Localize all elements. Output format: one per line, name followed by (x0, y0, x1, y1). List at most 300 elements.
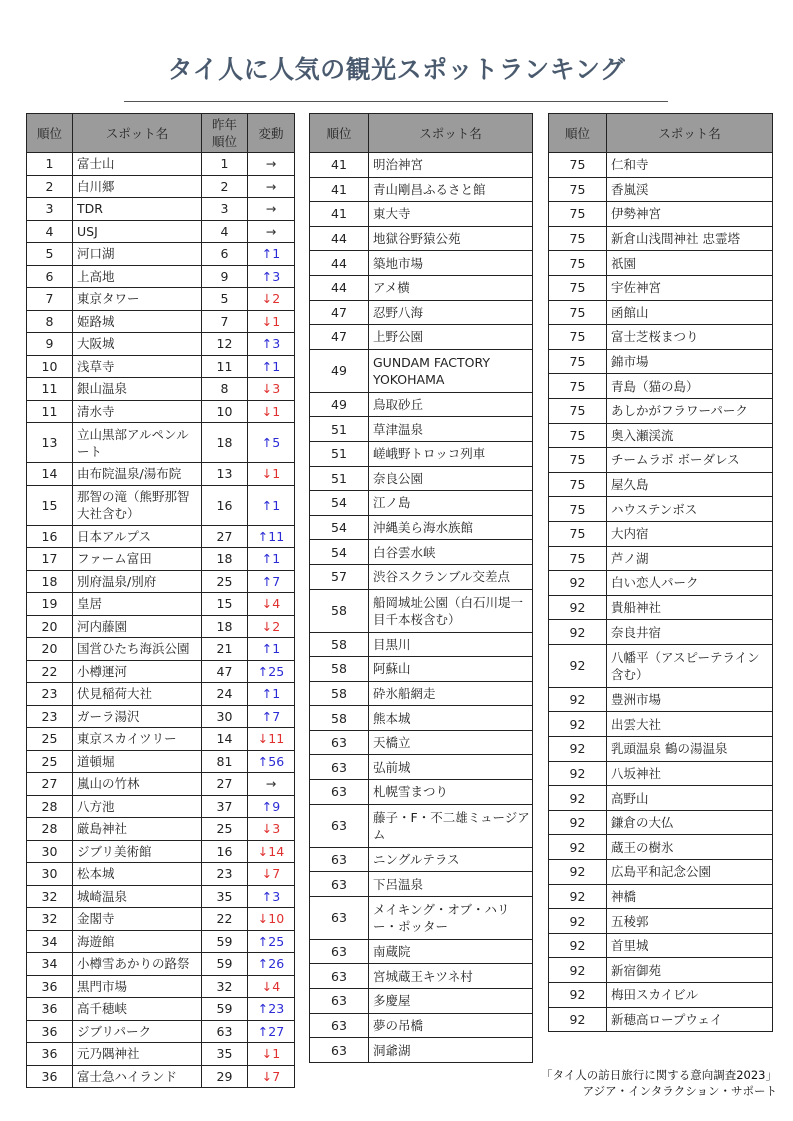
table-row (27, 153, 295, 176)
rank-cell: 47 (310, 300, 369, 325)
table-row (310, 275, 533, 300)
spot-name-cell: 姫路城 (73, 310, 202, 333)
table-row (27, 840, 295, 863)
prev-rank-cell: 25 (202, 818, 248, 841)
spot-name-cell: 東京タワー (73, 288, 202, 311)
prev-rank-cell: 4 (202, 220, 248, 243)
table-row (549, 398, 773, 423)
rank-cell: 34 (27, 930, 73, 953)
spot-name-cell: 小樽運河 (73, 660, 202, 683)
spot-name-cell: 那智の滝（熊野那智大社含む） (73, 485, 202, 525)
rank-cell: 23 (27, 683, 73, 706)
spot-name-cell: 伏見稲荷大社 (73, 683, 202, 706)
rank-cell: 63 (310, 730, 369, 755)
spot-name-cell: 伊勢神宮 (607, 202, 773, 227)
rank-cell: 32 (27, 885, 73, 908)
spot-name-cell: アメ横 (369, 275, 533, 300)
change-cell: → (248, 198, 295, 221)
table-row (549, 448, 773, 473)
spot-name-cell: 五稜郭 (607, 909, 773, 934)
table-row (310, 632, 533, 657)
table-row (549, 983, 773, 1008)
rank-cell: 25 (27, 728, 73, 751)
spot-name-cell: 沖縄美ら海水族館 (369, 515, 533, 540)
table-row (549, 275, 773, 300)
rank-cell: 92 (549, 884, 607, 909)
rank-cell: 41 (310, 177, 369, 202)
rank-cell: 54 (310, 491, 369, 516)
change-cell: ↑25 (248, 930, 295, 953)
rank-cell: 16 (27, 525, 73, 548)
change-cell: ↑1 (248, 243, 295, 266)
rank-cell: 75 (549, 251, 607, 276)
table-row (310, 730, 533, 755)
spot-name-cell: メイキング・オブ・ハリー・ポッター (369, 896, 533, 939)
rank-cell: 2 (27, 175, 73, 198)
prev-rank-cell: 8 (202, 378, 248, 401)
change-cell: ↑5 (248, 423, 295, 463)
spot-name-cell: 明治神宮 (369, 153, 533, 178)
prev-rank-cell: 24 (202, 683, 248, 706)
rank-cell: 75 (549, 521, 607, 546)
table-row (549, 374, 773, 399)
rank-cell: 92 (549, 595, 607, 620)
rank-cell: 63 (310, 964, 369, 989)
table-row (310, 589, 533, 632)
spot-name-cell: 南蔵院 (369, 939, 533, 964)
spot-name-cell: 河口湖 (73, 243, 202, 266)
rank-cell: 30 (27, 840, 73, 863)
prev-rank-cell: 81 (202, 750, 248, 773)
rank-cell: 6 (27, 265, 73, 288)
rank-cell: 34 (27, 953, 73, 976)
spot-name-cell: 阿蘇山 (369, 657, 533, 682)
spot-name-cell: 鳥取砂丘 (369, 392, 533, 417)
prev-rank-cell: 30 (202, 705, 248, 728)
change-cell: ↓4 (248, 975, 295, 998)
table-row (549, 521, 773, 546)
table-row (549, 226, 773, 251)
spot-name-cell: TDR (73, 198, 202, 221)
prev-rank-cell: 6 (202, 243, 248, 266)
spot-name-cell: 青島（猫の島） (607, 374, 773, 399)
spot-name-cell: 日本アルプス (73, 525, 202, 548)
table-row (27, 908, 295, 931)
rank-cell: 75 (549, 177, 607, 202)
rank-cell: 75 (549, 423, 607, 448)
table-header-row (549, 114, 773, 153)
spot-name-cell: 新倉山浅間神社 忠霊塔 (607, 226, 773, 251)
spot-name-cell: 清水寺 (73, 400, 202, 423)
spot-name-cell: 小樽雪あかりの路祭 (73, 953, 202, 976)
header-spot: スポット名 (607, 114, 773, 153)
rank-cell: 92 (549, 620, 607, 645)
table-row (549, 860, 773, 885)
table-row (549, 1007, 773, 1032)
table-row (549, 472, 773, 497)
rank-cell: 75 (549, 275, 607, 300)
spot-name-cell: 松本城 (73, 863, 202, 886)
rank-cell: 58 (310, 706, 369, 731)
table-row (27, 863, 295, 886)
rank-cell: 92 (549, 810, 607, 835)
rank-cell: 92 (549, 1007, 607, 1032)
prev-rank-cell: 18 (202, 423, 248, 463)
spot-name-cell: 富士急ハイランド (73, 1065, 202, 1088)
rank-cell: 57 (310, 564, 369, 589)
prev-rank-cell: 27 (202, 525, 248, 548)
table-row (310, 872, 533, 897)
table-row (27, 400, 295, 423)
spot-name-cell: 地獄谷野猿公苑 (369, 226, 533, 251)
spot-name-cell: 豊洲市場 (607, 687, 773, 712)
prev-rank-cell: 16 (202, 485, 248, 525)
change-cell: ↓1 (248, 310, 295, 333)
change-cell: ↑9 (248, 795, 295, 818)
change-cell: → (248, 153, 295, 176)
table-row (310, 1013, 533, 1038)
spot-name-cell: 多慶屋 (369, 989, 533, 1014)
rank-cell: 8 (27, 310, 73, 333)
change-cell: ↑7 (248, 570, 295, 593)
spot-name-cell: 富士芝桜まつり (607, 325, 773, 350)
spot-name-cell: 上野公園 (369, 325, 533, 350)
ranking-table-1-body (27, 153, 295, 1088)
spot-name-cell: 白川郷 (73, 175, 202, 198)
change-cell: ↑1 (248, 638, 295, 661)
table-row (310, 939, 533, 964)
rank-cell: 36 (27, 975, 73, 998)
rank-cell: 75 (549, 448, 607, 473)
table-row (27, 773, 295, 796)
prev-rank-cell: 21 (202, 638, 248, 661)
spot-name-cell: 砕氷船網走 (369, 681, 533, 706)
rank-cell: 20 (27, 638, 73, 661)
prev-rank-cell: 18 (202, 548, 248, 571)
table-row (310, 964, 533, 989)
change-cell: ↑56 (248, 750, 295, 773)
spot-name-cell: 神橋 (607, 884, 773, 909)
rank-cell: 4 (27, 220, 73, 243)
header-spot: スポット名 (369, 114, 533, 153)
table-row (310, 564, 533, 589)
spot-name-cell: 屋久島 (607, 472, 773, 497)
table-row (310, 202, 533, 227)
spot-name-cell: 白谷雲水峡 (369, 540, 533, 565)
rank-cell: 51 (310, 466, 369, 491)
rank-cell: 63 (310, 1038, 369, 1063)
rank-cell: 75 (549, 153, 607, 178)
change-cell: ↑3 (248, 885, 295, 908)
table-row (549, 620, 773, 645)
change-cell: ↓10 (248, 908, 295, 931)
spot-name-cell: 祇園 (607, 251, 773, 276)
change-cell: ↑27 (248, 1020, 295, 1043)
table-row (310, 177, 533, 202)
rank-cell: 58 (310, 632, 369, 657)
table-row (310, 417, 533, 442)
spot-name-cell: ジブリパーク (73, 1020, 202, 1043)
rank-cell: 15 (27, 485, 73, 525)
spot-name-cell: 厳島神社 (73, 818, 202, 841)
rank-cell: 92 (549, 909, 607, 934)
spot-name-cell: 高野山 (607, 786, 773, 811)
table-row (549, 546, 773, 571)
spot-name-cell: 洞爺湖 (369, 1038, 533, 1063)
spot-name-cell: 金閣寺 (73, 908, 202, 931)
rank-cell: 25 (27, 750, 73, 773)
spot-name-cell: 首里城 (607, 933, 773, 958)
table-row (27, 243, 295, 266)
table-row (549, 177, 773, 202)
spot-name-cell: 大阪城 (73, 333, 202, 356)
prev-rank-cell: 18 (202, 615, 248, 638)
table-row (549, 349, 773, 374)
table-row (27, 265, 295, 288)
change-cell: ↓3 (248, 818, 295, 841)
table-row (310, 349, 533, 392)
rank-cell: 63 (310, 755, 369, 780)
rank-cell: 92 (549, 860, 607, 885)
change-cell: ↑1 (248, 485, 295, 525)
table-row (310, 755, 533, 780)
change-cell: → (248, 773, 295, 796)
table-row (310, 1038, 533, 1063)
table-row (549, 202, 773, 227)
change-cell: ↑26 (248, 953, 295, 976)
spot-name-cell: 八坂神社 (607, 761, 773, 786)
table-row (310, 466, 533, 491)
table-row (27, 288, 295, 311)
table-row (549, 423, 773, 448)
table-row (27, 705, 295, 728)
spot-name-cell: 高千穂峡 (73, 998, 202, 1021)
prev-rank-cell: 37 (202, 795, 248, 818)
table-row (549, 300, 773, 325)
change-cell: ↑1 (248, 683, 295, 706)
spot-name-cell: 目黒川 (369, 632, 533, 657)
rank-cell: 41 (310, 202, 369, 227)
prev-rank-cell: 13 (202, 463, 248, 486)
spot-name-cell: あしかがフラワーパーク (607, 398, 773, 423)
prev-rank-cell: 59 (202, 998, 248, 1021)
prev-rank-cell: 27 (202, 773, 248, 796)
rank-cell: 75 (549, 202, 607, 227)
rank-cell: 75 (549, 497, 607, 522)
rank-cell: 92 (549, 933, 607, 958)
spot-name-cell: ニングルテラス (369, 847, 533, 872)
rank-cell: 27 (27, 773, 73, 796)
table-row (27, 485, 295, 525)
table-row (310, 896, 533, 939)
table-row (549, 810, 773, 835)
rank-cell: 44 (310, 251, 369, 276)
rank-cell: 49 (310, 392, 369, 417)
spot-name-cell: 奈良井宿 (607, 620, 773, 645)
spot-name-cell: 貴船神社 (607, 595, 773, 620)
change-cell: ↑3 (248, 333, 295, 356)
rank-cell: 47 (310, 325, 369, 350)
rank-cell: 20 (27, 615, 73, 638)
rank-cell: 75 (549, 398, 607, 423)
prev-rank-cell: 25 (202, 570, 248, 593)
table-row (27, 998, 295, 1021)
rank-cell: 92 (549, 712, 607, 737)
spot-name-cell: 忍野八海 (369, 300, 533, 325)
table-row (27, 1020, 295, 1043)
rank-cell: 92 (549, 958, 607, 983)
prev-rank-cell: 63 (202, 1020, 248, 1043)
rank-cell: 75 (549, 546, 607, 571)
header-rank: 順位 (549, 114, 607, 153)
spot-name-cell: 八幡平（アスピーテライン含む） (607, 644, 773, 687)
spot-name-cell: 新穂高ロープウェイ (607, 1007, 773, 1032)
prev-rank-cell: 1 (202, 153, 248, 176)
table-row (27, 930, 295, 953)
ranking-table-1 (26, 113, 295, 1088)
source-survey-title: 「タイ人の訪日旅行に関する意向調査2023」 (540, 1068, 777, 1082)
table-row (27, 795, 295, 818)
table-row (27, 220, 295, 243)
spot-name-cell: ファーム富田 (73, 548, 202, 571)
spot-name-cell: 梅田スカイビル (607, 983, 773, 1008)
rank-cell: 51 (310, 417, 369, 442)
table-row (310, 681, 533, 706)
table-row (310, 226, 533, 251)
prev-rank-cell: 15 (202, 593, 248, 616)
table-row (27, 175, 295, 198)
spot-name-cell: 新宿御苑 (607, 958, 773, 983)
spot-name-cell: 芦ノ湖 (607, 546, 773, 571)
table-row (549, 884, 773, 909)
table-row (27, 463, 295, 486)
spot-name-cell: 船岡城址公園（白石川堤一目千本桜含む） (369, 589, 533, 632)
table-row (310, 540, 533, 565)
spot-name-cell: 下呂温泉 (369, 872, 533, 897)
table-row (27, 378, 295, 401)
rank-cell: 63 (310, 780, 369, 805)
table-row (310, 392, 533, 417)
change-cell: ↑25 (248, 660, 295, 683)
rank-cell: 41 (310, 153, 369, 178)
spot-name-cell: チームラボ ボーダレス (607, 448, 773, 473)
rank-cell: 19 (27, 593, 73, 616)
spot-name-cell: 夢の吊橋 (369, 1013, 533, 1038)
rank-cell: 7 (27, 288, 73, 311)
table-row (310, 153, 533, 178)
spot-name-cell: 弘前城 (369, 755, 533, 780)
rank-cell: 63 (310, 872, 369, 897)
source-credit (541, 1067, 777, 1099)
table-row (310, 325, 533, 350)
table-row (310, 780, 533, 805)
spot-name-cell: 仁和寺 (607, 153, 773, 178)
spot-name-cell: 錦市場 (607, 349, 773, 374)
prev-rank-cell: 47 (202, 660, 248, 683)
table-row (549, 325, 773, 350)
spot-name-cell: 江ノ島 (369, 491, 533, 516)
prev-rank-cell: 12 (202, 333, 248, 356)
page-title: タイ人に人気の観光スポットランキング (167, 55, 626, 84)
prev-rank-cell: 2 (202, 175, 248, 198)
table-row (549, 644, 773, 687)
rank-cell: 75 (549, 472, 607, 497)
rank-cell: 11 (27, 400, 73, 423)
rank-cell: 92 (549, 983, 607, 1008)
header-change: 変動 (248, 114, 295, 153)
prev-rank-cell: 35 (202, 1043, 248, 1066)
rank-cell: 44 (310, 226, 369, 251)
rank-cell: 36 (27, 1043, 73, 1066)
table-row (27, 683, 295, 706)
rank-cell: 75 (549, 226, 607, 251)
rank-cell: 49 (310, 349, 369, 392)
change-cell: ↓14 (248, 840, 295, 863)
rank-cell: 75 (549, 374, 607, 399)
table-row (27, 615, 295, 638)
table-row (549, 595, 773, 620)
spot-name-cell: 鎌倉の大仏 (607, 810, 773, 835)
table-row (310, 706, 533, 731)
rank-cell: 63 (310, 896, 369, 939)
rank-cell: 13 (27, 423, 73, 463)
change-cell: ↓11 (248, 728, 295, 751)
rank-cell: 32 (27, 908, 73, 931)
change-cell: ↓2 (248, 288, 295, 311)
spot-name-cell: 宮城蔵王キツネ村 (369, 964, 533, 989)
source-organization: アジア・インタラクション・サポート (582, 1084, 777, 1098)
prev-rank-cell: 7 (202, 310, 248, 333)
table-row (27, 593, 295, 616)
rank-cell: 75 (549, 325, 607, 350)
table-row (549, 933, 773, 958)
prev-rank-cell: 22 (202, 908, 248, 931)
ranking-table-2 (309, 113, 533, 1063)
spot-name-cell: 嵐山の竹林 (73, 773, 202, 796)
rank-cell: 63 (310, 939, 369, 964)
spot-name-cell: 札幌雪まつり (369, 780, 533, 805)
spot-name-cell: 道頓堀 (73, 750, 202, 773)
spot-name-cell: 熊本城 (369, 706, 533, 731)
rank-cell: 28 (27, 795, 73, 818)
prev-rank-cell: 16 (202, 840, 248, 863)
change-cell: ↑1 (248, 548, 295, 571)
spot-name-cell: 浅草寺 (73, 355, 202, 378)
table-row (27, 1043, 295, 1066)
spot-name-cell: 大内宿 (607, 521, 773, 546)
spot-name-cell: 函館山 (607, 300, 773, 325)
spot-name-cell: 乳頭温泉 鶴の湯温泉 (607, 737, 773, 762)
ranking-table-2-body (310, 153, 533, 1063)
rank-cell: 28 (27, 818, 73, 841)
spot-name-cell: 河内藤園 (73, 615, 202, 638)
rank-cell: 75 (549, 349, 607, 374)
spot-name-cell: 渋谷スクランブル交差点 (369, 564, 533, 589)
rank-cell: 14 (27, 463, 73, 486)
spot-name-cell: 元乃隅神社 (73, 1043, 202, 1066)
spot-name-cell: 国営ひたち海浜公園 (73, 638, 202, 661)
spot-name-cell: 香嵐渓 (607, 177, 773, 202)
change-cell: ↓7 (248, 863, 295, 886)
rank-cell: 63 (310, 1013, 369, 1038)
prev-rank-cell: 59 (202, 930, 248, 953)
header-rank: 順位 (310, 114, 369, 153)
table-row (310, 300, 533, 325)
table-row (27, 975, 295, 998)
rank-cell: 92 (549, 644, 607, 687)
rank-cell: 1 (27, 153, 73, 176)
change-cell: → (248, 175, 295, 198)
